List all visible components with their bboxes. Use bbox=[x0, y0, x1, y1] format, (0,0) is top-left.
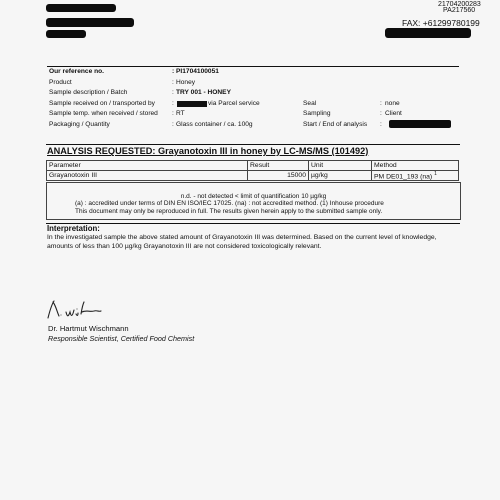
value-seal: none bbox=[385, 99, 400, 107]
redacted-address-line-1 bbox=[46, 4, 116, 12]
results-table bbox=[46, 160, 459, 181]
table-header-row bbox=[47, 161, 459, 171]
colon: : bbox=[172, 89, 174, 96]
row-packaging bbox=[47, 120, 459, 131]
interpretation-rule bbox=[46, 223, 460, 224]
value-sample-description: TRY 001 - HONEY bbox=[176, 89, 231, 96]
colon: : bbox=[380, 110, 382, 117]
value-our-reference: PI1704100051 bbox=[176, 68, 219, 75]
method-footnote: 1 bbox=[434, 171, 437, 177]
analysis-title: ANALYSIS REQUESTED: Grayanotoxin III in honey by LC-MS/MS (101492) bbox=[47, 146, 369, 156]
row-product bbox=[47, 78, 459, 89]
label-packaging: Packaging / Quantity bbox=[49, 120, 110, 128]
notes-box bbox=[46, 182, 461, 220]
label-product: Product bbox=[49, 78, 72, 86]
ref-line-1: 21704200283 bbox=[438, 1, 481, 8]
signer-role: Responsible Scientist, Certified Food Chemist bbox=[48, 334, 195, 343]
col-parameter: Parameter bbox=[47, 161, 248, 171]
note-accreditation: (a) : accredited under terms of DIN EN ISO/IEC 17025. (na) : not accredited method. (1) Inhouse procedure bbox=[75, 200, 384, 207]
label-received: Sample received on / transported by bbox=[49, 99, 155, 107]
cell-unit: µg/kg bbox=[309, 171, 372, 181]
value-received: via Parcel service bbox=[208, 99, 260, 107]
fax-number: FAX: +61299780199 bbox=[402, 18, 480, 28]
redacted-received-date bbox=[177, 101, 207, 107]
row-reference bbox=[47, 67, 459, 78]
value-sampling: Client bbox=[385, 110, 402, 117]
interpretation-text: In the investigated sample the above stated amount of Grayanotoxin III was determined. Based on the current level of knowledge, amounts of less than 100 µg/kg Grayanotoxin III are not considered toxicologically relevant. bbox=[47, 234, 437, 250]
colon: : bbox=[172, 99, 174, 107]
sample-info bbox=[47, 66, 459, 130]
row-sample-description bbox=[47, 88, 459, 99]
row-temperature bbox=[47, 109, 459, 120]
label-sampling: Sampling bbox=[303, 110, 331, 117]
colon: : bbox=[380, 120, 382, 128]
interpretation-title: Interpretation: bbox=[47, 224, 100, 233]
col-method: Method bbox=[372, 161, 459, 171]
table-row bbox=[47, 171, 459, 181]
cell-parameter: Grayanotoxin III bbox=[47, 171, 248, 181]
handwritten-signature bbox=[44, 298, 104, 322]
cell-result: 15000 bbox=[248, 171, 309, 181]
value-temperature: RT bbox=[176, 110, 185, 117]
col-result: Result bbox=[248, 161, 309, 171]
col-unit: Unit bbox=[309, 161, 372, 171]
redacted-contact-block bbox=[385, 28, 471, 38]
label-start-end: Start / End of analysis bbox=[303, 120, 368, 128]
method-text: PM DE01_193 (na) bbox=[374, 173, 433, 181]
label-seal: Seal bbox=[303, 99, 317, 107]
note-nd: n.d. - not detected < limit of quantification 10 µg/kg bbox=[180, 193, 327, 200]
cell-method bbox=[372, 171, 459, 181]
value-product: Honey bbox=[176, 78, 196, 86]
colon: : bbox=[172, 110, 174, 117]
value-packaging: Glass container / ca. 100g bbox=[176, 120, 253, 128]
colon: : bbox=[380, 99, 382, 107]
colon: : bbox=[172, 120, 174, 128]
note-reproduction: This document may only be reproduced in full. The results given herein apply to the submitted sample only. bbox=[75, 208, 383, 215]
label-our-reference: Our reference no. bbox=[49, 68, 104, 75]
label-temperature: Sample temp. when received / stored bbox=[49, 110, 158, 117]
redacted-address-line-2 bbox=[46, 18, 134, 27]
redacted-analysis-dates bbox=[389, 120, 451, 128]
label-sample-description: Sample description / Batch bbox=[49, 89, 128, 96]
signer-name: Dr. Hartmut Wischmann bbox=[48, 324, 129, 333]
ref-line-2: PA217560 bbox=[443, 7, 476, 14]
colon: : bbox=[172, 68, 175, 75]
row-received bbox=[47, 99, 459, 110]
colon: : bbox=[172, 78, 174, 86]
redacted-address-line-3 bbox=[46, 30, 86, 38]
